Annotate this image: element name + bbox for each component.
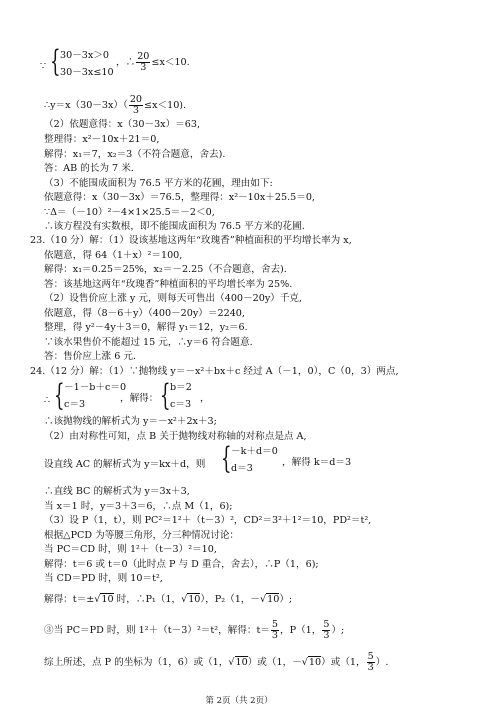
text-line: ∵该水果售价不能超过 15 元，∴y＝6 符合题意. — [44, 337, 253, 348]
text-line: （2）由对称性可知，点 B 关于抛物线对称轴的对称点是点 A, — [44, 431, 307, 442]
page-footer: 第 2页（共 2页） — [205, 696, 273, 706]
text-line: 解得：x₁＝7，x₂＝3（不符合题意，舍去). — [44, 149, 226, 160]
equation-2: c＝3 — [64, 399, 86, 410]
system-brace: { — [221, 441, 232, 476]
system-brace: { — [50, 44, 61, 79]
text-line: ∴直线 BC 的解析式为 y＝3x＋3, — [44, 486, 190, 497]
text-line: 解得：t＝6 或 t＝0（此时点 P 与 D 重合，舍去），∴P（1，6); — [44, 559, 319, 570]
system-brace: { — [160, 378, 171, 413]
system-brace: { — [54, 378, 65, 413]
text-line: 依题意得：x（30－3x）＝76.5，整理得：x²－10x＋25.5＝0, — [44, 192, 315, 203]
equation-1: －k＋d＝0 — [231, 446, 278, 457]
text-line: （3）不能围成面积为 76.5 平方米的花圃，理由如下: — [44, 178, 273, 189]
text-line: 依题意，得（8－6＋y）（400－20y）＝2240, — [44, 308, 245, 319]
text-since-symbol: ∵ — [40, 61, 47, 72]
text-line: 综上所述，点 P 的坐标为（1，6）或（1，√10）或（1，－√10）或（1， $\frac{5}{3}$ ）. — [44, 651, 389, 673]
text-line: （2）设售价应上涨 y 元，则每天可售出（400－20y）千克, — [44, 293, 303, 304]
text-line: 当 CD＝PD 时，则 10＝t², — [44, 573, 163, 584]
text-line: 根据△PCD 为等腰三角形，分三种情况讨论： — [44, 530, 240, 541]
text-line: 解得：t＝±√10 时，∴P₁（1，√10），P₂（1，－√10）; — [44, 594, 293, 605]
text-line: 答：AB 的长为 7 米. — [44, 163, 134, 174]
text-line: 答：该基地这两年“玫瑰香”种植面积的平均增长率为 25%. — [44, 279, 293, 290]
text-line: ，解得 k＝d＝3 — [282, 457, 352, 468]
text-line: ∴该抛物线的解析式为 y＝－x²＋2x＋3; — [44, 416, 217, 427]
text-line: 设直线 AC 的解析式为 y＝kx＋d，则 — [44, 459, 206, 470]
function-expression: ∴y＝x（30－3x）（ $\frac{20}{3}$ ≤x＜10). — [44, 94, 187, 116]
text-line: 当 PC＝CD 时，则 1²＋（t－3）²＝10, — [44, 544, 217, 555]
inequality-1: 30－3x＞0 — [60, 50, 110, 61]
text-line: ∴该方程没有实数根，即不能围成面积为 76.5 平方米的花圃. — [44, 221, 305, 232]
solution-c: c＝3 — [170, 399, 192, 410]
text-line: （2）依题意得：x（30－3x）＝63, — [44, 119, 201, 130]
equation-2: d＝3 — [231, 463, 253, 474]
inequality-result: ，∴ $\frac{20}{3}$ ≤x＜10. — [116, 51, 190, 73]
text-line: 答：售价应上涨 6 元. — [44, 351, 137, 362]
text-line: 解得：x₁＝0.25＝25%，x₂＝－2.25（不合题意，舍去). — [44, 264, 287, 275]
text-line: ③当 PC＝PD 时，则 1²＋（t－3）²＝t²，解得：t＝ $\frac{5}{3}$ ，P（1， $\frac{5}{3}$ ）; — [44, 619, 345, 641]
question-23-heading: 23.（10 分）解：（1）设该基地这两年“玫瑰香”种植面积的平均增长率为 x, — [30, 235, 352, 246]
text-line: ，解得： — [120, 393, 159, 404]
text-line: 整理得：x²－10x＋21＝0, — [44, 134, 160, 145]
text-line: （3）设 P（1，t），则 PC²＝1²＋（t－3）²，CD²＝3²＋1²＝10，PD²＝t², — [44, 515, 372, 526]
equation-1: －1－b＋c＝0 — [64, 382, 127, 393]
question-24-heading: 24.（12 分）解：（1）∵抛物线 y＝－x²＋bx＋c 经过 A（－1，0），C（0，3）两点, — [30, 366, 399, 377]
inequality-2: 30－3x≤10 — [60, 67, 114, 78]
text-therefore-symbol: ∴ — [44, 395, 51, 406]
solution-b: b＝2 — [170, 382, 192, 393]
text-line: ， — [200, 393, 210, 404]
text-line: ∵Δ＝（－10）²－4×1×25.5＝－2＜0, — [44, 207, 215, 218]
text-line: 当 x＝1 时，y＝3＋3＝6，∴点 M（1，6); — [44, 501, 233, 512]
text-line: 整理，得 y²－4y＋3＝0，解得 y₁＝12，y₂＝6. — [44, 322, 248, 333]
text-line: 依题意，得 64（1＋x）²＝100, — [44, 250, 183, 261]
